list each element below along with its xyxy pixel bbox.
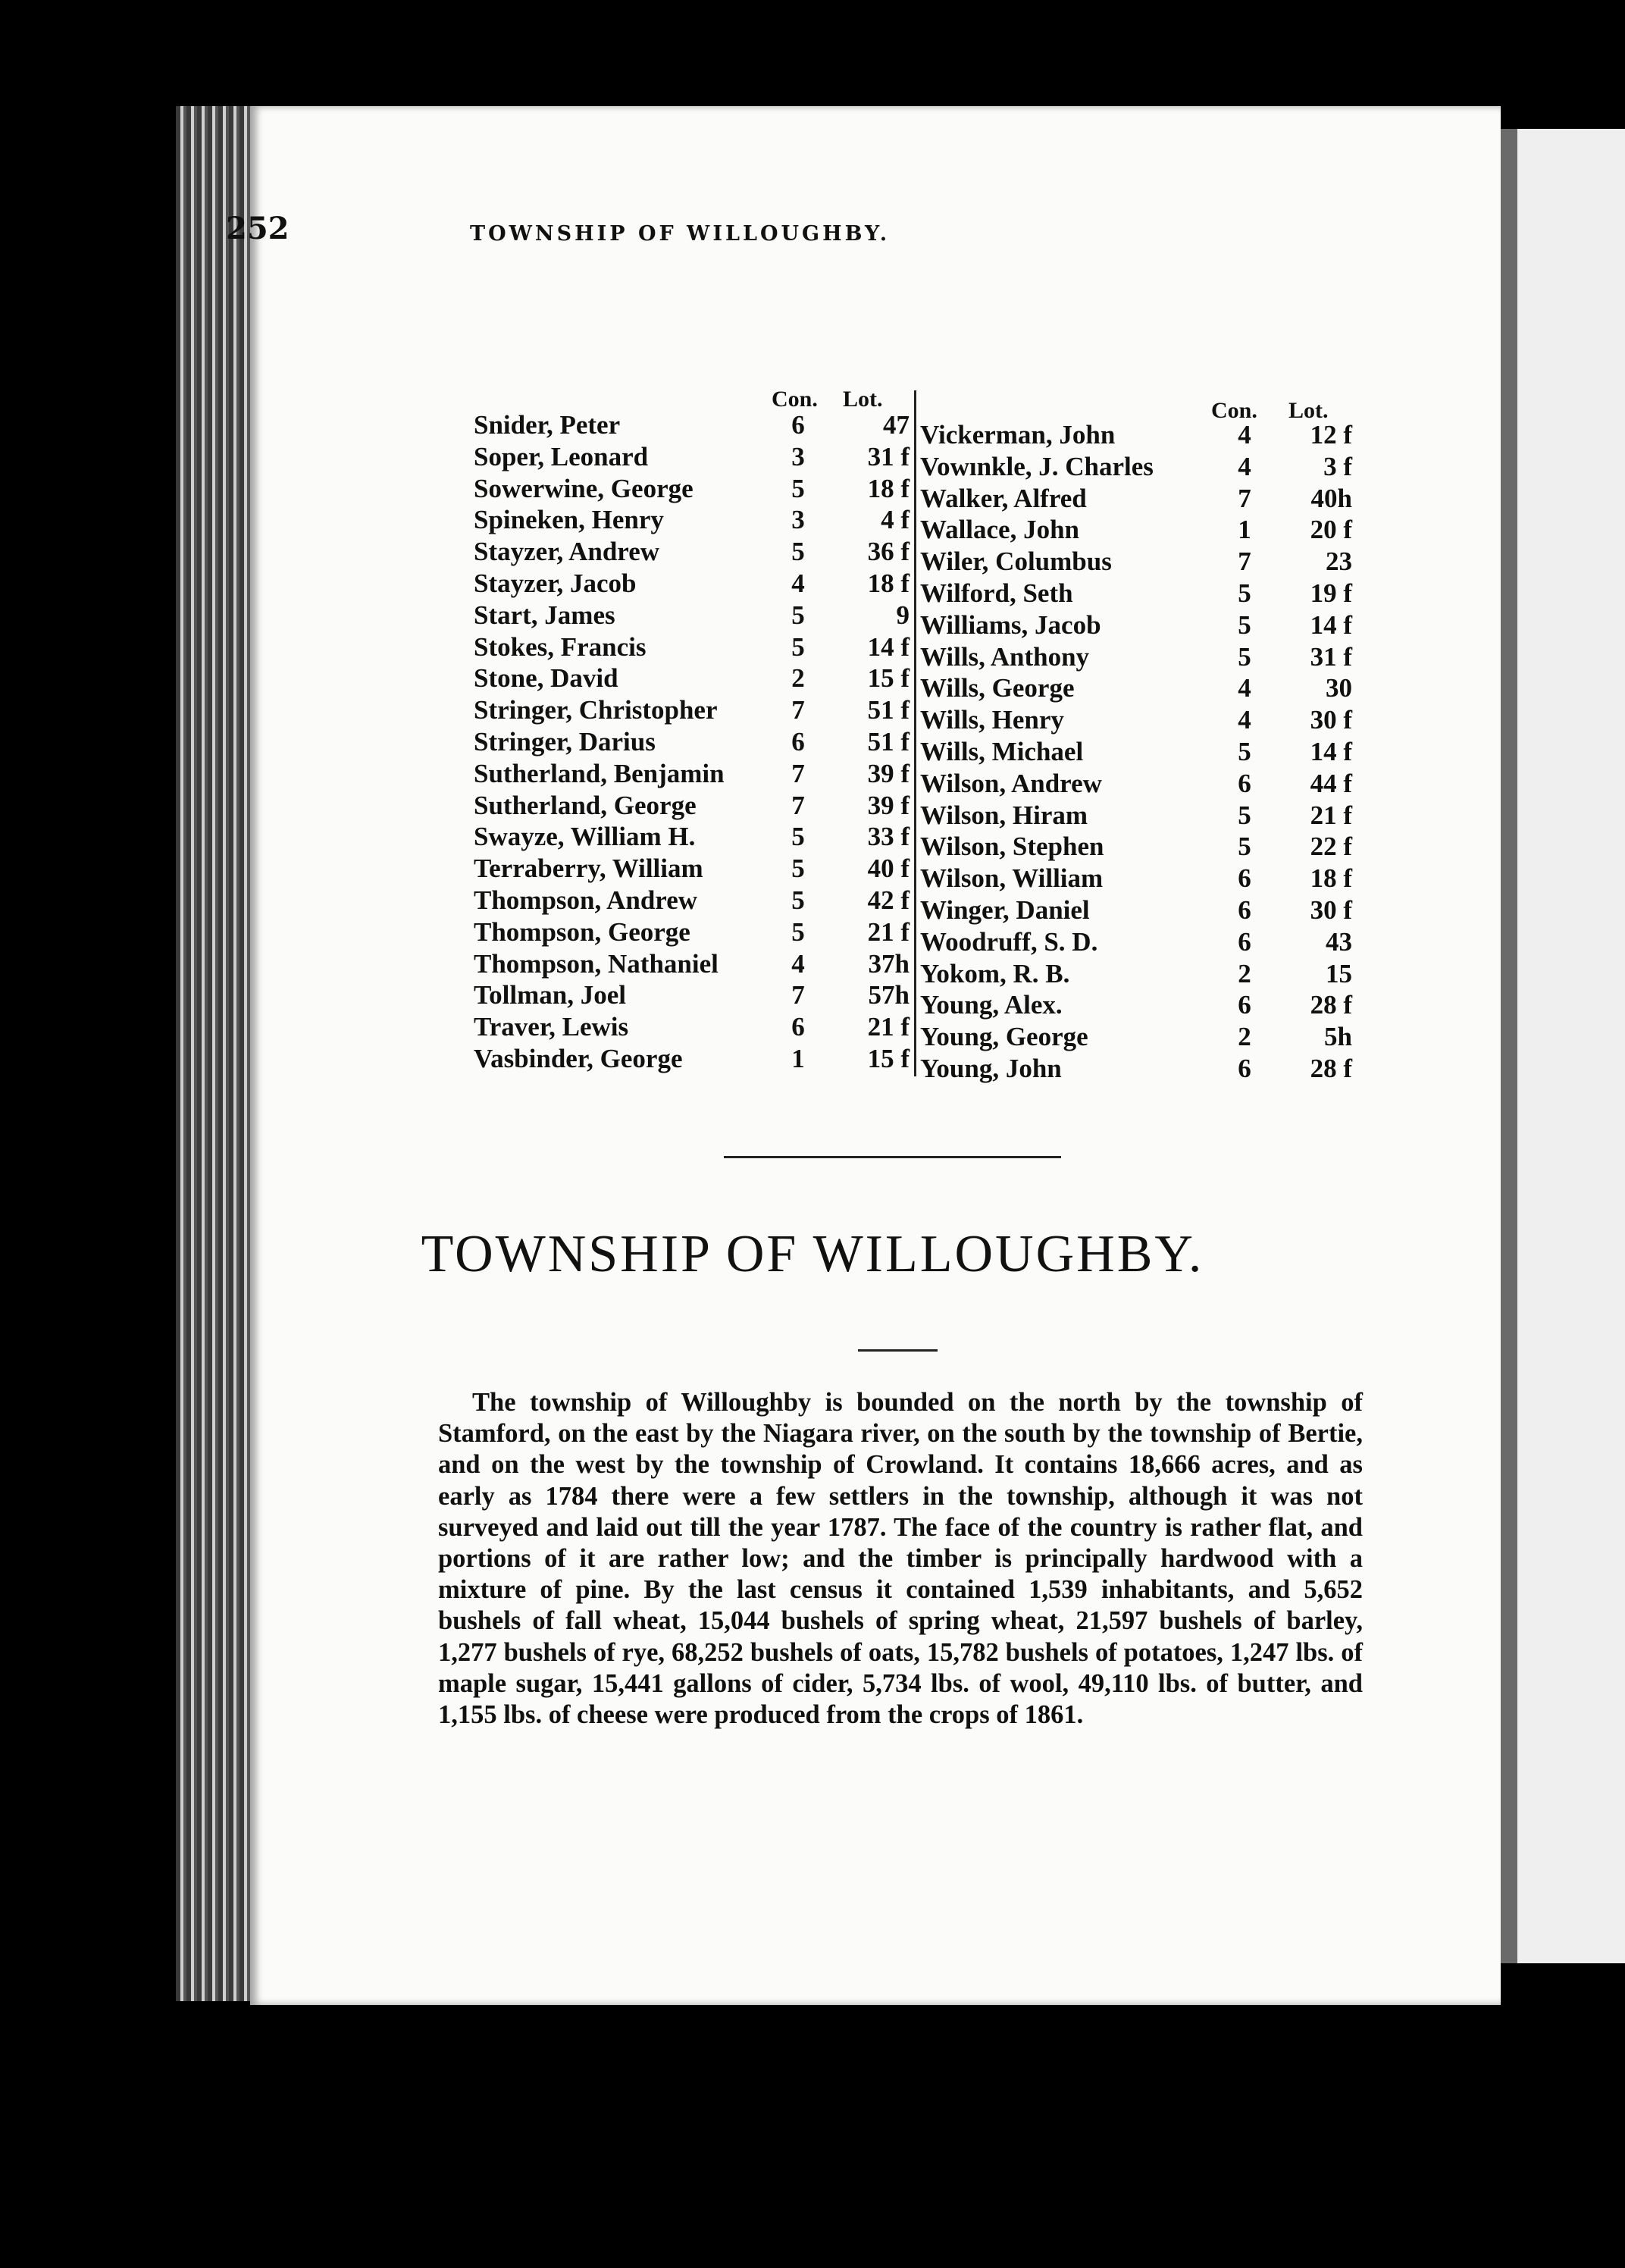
table-row [920,894,1352,926]
lot-number: 14 f [1310,737,1352,766]
resident-name: Stone, David [474,663,618,694]
concession-number: 5 [791,537,805,567]
facing-page [1517,129,1625,1963]
section-rule [724,1156,1061,1158]
column-divider [914,390,916,1076]
resident-name: Wilson, William [920,863,1104,894]
concession-number: 4 [791,569,805,598]
resident-name: Stokes, Francis [474,631,647,662]
resident-name: Winger, Daniel [920,895,1090,925]
lot-number: 4 f [881,505,910,535]
concession-number: 5 [1238,737,1251,766]
lot-number: 21 f [867,916,910,947]
lot-number: 21 f [1310,800,1352,830]
resident-name: Wilson, Andrew [920,768,1102,798]
lot-number: 51 f [867,727,910,757]
concession-number: 5 [791,854,805,884]
table-row [920,768,1352,800]
lot-number: 5h [1324,1022,1352,1052]
concession-number: 6 [1238,990,1251,1020]
concession-number: 1 [791,1044,805,1073]
lot-number: 51 f [867,695,910,725]
resident-name: Young, George [920,1022,1088,1052]
lot-number: 12 f [1310,420,1352,450]
table-row [474,979,910,1011]
concession-number: 5 [1238,641,1251,672]
resident-name: Stayzer, Jacob [474,569,637,598]
lot-number: 15 f [867,663,910,694]
resident-name: Wiler, Columbus [920,547,1112,577]
resident-name: Start, James [474,600,615,630]
table-row [920,1053,1352,1085]
table-row [474,948,910,980]
concession-number: 6 [1238,863,1251,894]
left-con-header: Con. [772,387,818,412]
concession-number: 4 [1238,673,1251,703]
table-row [474,568,910,600]
concession-number: 5 [791,885,805,915]
left-lot-header: Lot. [843,387,883,412]
concession-number: 5 [1238,578,1251,608]
table-row [474,885,910,916]
lot-number: 21 f [867,1012,910,1042]
resident-name: Vickerman, John [920,420,1116,450]
table-row [920,609,1352,641]
resident-name: Thompson, George [474,916,690,947]
resident-name: Swayze, William H. [474,822,696,852]
concession-number: 7 [791,695,805,725]
lot-number: 20 f [1310,515,1352,545]
concession-number: 2 [1238,958,1251,988]
resident-name: Sutherland, Benjamin [474,758,725,788]
concession-number: 5 [1238,609,1251,640]
lot-number: 30 f [1310,705,1352,735]
concession-number: 5 [791,600,805,630]
right-con-header: Con. [1211,398,1257,423]
lot-number: 19 f [1310,578,1352,608]
resident-name: Thompson, Nathaniel [474,948,719,979]
lot-number: 39 f [867,790,910,820]
resident-name: Wills, Anthony [920,641,1090,672]
concession-number: 6 [1238,895,1251,925]
lot-number: 14 f [867,631,910,662]
lot-number: 9 [896,600,910,630]
lot-number: 31 f [1310,641,1352,672]
lot-number: 37h [868,948,910,979]
table-row [920,451,1352,483]
table-row [920,863,1352,894]
table-row [920,641,1352,673]
lot-number: 30 [1326,673,1352,703]
table-row [920,831,1352,863]
resident-name: Woodruff, S. D. [920,926,1098,957]
table-row [474,441,910,473]
lot-number: 47 [883,410,910,440]
table-row [474,1011,910,1043]
table-row [474,726,910,758]
table-row [920,958,1352,990]
concession-number: 5 [791,916,805,947]
lot-number: 57h [868,980,910,1010]
section-paragraph [438,1387,1363,1731]
right-lot-header: Lot. [1288,398,1329,423]
table-row [920,736,1352,768]
table-row [920,514,1352,546]
lot-number: 30 f [1310,895,1352,925]
table-row [920,419,1352,451]
resident-name: Tollman, Joel [474,980,626,1010]
resident-name: Stringer, Christopher [474,695,718,725]
lot-number: 44 f [1310,768,1352,798]
lot-number: 15 [1326,958,1352,988]
table-row [474,916,910,948]
resident-name: Wilson, Stephen [920,832,1104,862]
concession-number: 5 [791,473,805,503]
concession-number: 4 [1238,451,1251,481]
concession-number: 6 [1238,768,1251,798]
resident-name: Williams, Jacob [920,609,1101,640]
table-row [474,758,910,790]
lot-number: 18 f [1310,863,1352,894]
lot-number: 43 [1326,926,1352,957]
resident-name: Yokom, R. B. [920,958,1070,988]
lot-number: 39 f [867,758,910,788]
resident-name: Vasbinder, George [474,1044,683,1073]
concession-number: 1 [1238,515,1251,545]
table-row [920,989,1352,1021]
lot-number: 36 f [867,537,910,567]
resident-name: Wilson, Hiram [920,800,1088,830]
table-row [474,504,910,536]
table-row [474,821,910,853]
page-number: 252 [226,211,290,246]
lot-number: 22 f [1310,832,1352,862]
concession-number: 6 [791,410,805,440]
concession-number: 5 [1238,800,1251,830]
resident-name: Wills, Michael [920,737,1084,766]
resident-name: Wills, George [920,673,1075,703]
table-row [920,483,1352,515]
table-row [920,1021,1352,1053]
lot-number: 3 f [1323,451,1352,481]
concession-number: 7 [791,758,805,788]
section-title: TOWNSHIP OF WILLOUGHBY. [421,1225,1204,1283]
lot-number: 33 f [867,822,910,852]
concession-number: 2 [1238,1022,1251,1052]
table-row [474,1043,910,1075]
concession-number: 6 [791,727,805,757]
table-row [920,704,1352,736]
resident-name: Walker, Alfred [920,483,1087,513]
resident-name: Terraberry, William [474,854,703,884]
lot-number: 15 f [867,1044,910,1073]
lot-number: 18 f [867,569,910,598]
concession-number: 3 [791,505,805,535]
concession-number: 7 [791,790,805,820]
table-row [920,800,1352,832]
resident-name: Sowerwine, George [474,473,694,503]
table-row [920,926,1352,958]
concession-number: 6 [791,1012,805,1042]
lot-number: 31 f [867,441,910,471]
paragraph-text: The township of Willoughby is bounded on the north by the township of Stamford, on the east by the Niagara river, on the south by the township of Bertie, and on the west by the township of Crowland. It contains 18,666 acres, and as early as 1784 there were a few settlers in the township, although it was not surveyed and laid out till the year 1787. The face of the country is rather flat, and portions of it are rather low; and the timber is principally hardwood with a mixture of pine. By the last census it contained 1,539 inhabitants, and 5,652 bushels of fall wheat, 15,044 bushels of spring wheat, 21,597 bushels of barley, 1,277 bushels of rye, 68,252 bushels of oats, 15,782 bushels of potatoes, 1,247 lbs. of maple sugar, 15,441 gallons of cider, 5,734 lbs. of wool, 49,110 lbs. of butter, and 1,155 lbs. of cheese were produced from the crops of 1861. [438,1388,1363,1730]
resident-name: Wilford, Seth [920,578,1073,608]
resident-name: Wallace, John [920,515,1080,545]
concession-number: 4 [791,948,805,979]
table-row [474,631,910,663]
resident-name: Traver, Lewis [474,1012,629,1042]
resident-name: Young, Alex. [920,990,1063,1020]
table-row [474,853,910,885]
lot-number: 28 f [1310,990,1352,1020]
resident-name: Thompson, Andrew [474,885,698,915]
concession-number: 7 [1238,483,1251,513]
resident-name: Stringer, Darius [474,727,656,757]
book-page-edges [176,106,259,2001]
concession-number: 2 [791,663,805,694]
resident-name: Soper, Leonard [474,441,649,471]
table-row [920,578,1352,609]
table-row [474,694,910,726]
facing-page-shadow [1501,129,1517,1963]
resident-name: Young, John [920,1054,1062,1083]
table-row [474,600,910,631]
lot-number: 18 f [867,473,910,503]
title-underline [858,1349,938,1352]
lot-number: 40 f [867,854,910,884]
concession-number: 6 [1238,926,1251,957]
table-row [474,409,910,441]
table-row [474,536,910,568]
lot-number: 14 f [1310,609,1352,640]
table-row [920,672,1352,704]
concession-number: 5 [1238,832,1251,862]
resident-name: Stayzer, Andrew [474,537,659,567]
concession-number: 7 [1238,547,1251,577]
concession-number: 7 [791,980,805,1010]
resident-name: Sutherland, George [474,790,697,820]
resident-name: Snider, Peter [474,410,621,440]
concession-number: 5 [791,822,805,852]
lot-number: 42 f [867,885,910,915]
concession-number: 4 [1238,420,1251,450]
concession-number: 6 [1238,1054,1251,1083]
table-row [920,546,1352,578]
running-head: TOWNSHIP OF WILLOUGHBY. [470,222,891,246]
concession-number: 5 [791,631,805,662]
concession-number: 3 [791,441,805,471]
table-row [474,473,910,505]
resident-name: Wills, Henry [920,705,1064,735]
resident-name: Spineken, Henry [474,505,664,535]
lot-number: 28 f [1310,1054,1352,1083]
concession-number: 4 [1238,705,1251,735]
lot-number: 23 [1326,547,1352,577]
lot-number: 40h [1310,483,1352,513]
resident-name: Vowınkle, J. Charles [920,451,1154,481]
table-row [474,790,910,822]
table-row [474,663,910,694]
